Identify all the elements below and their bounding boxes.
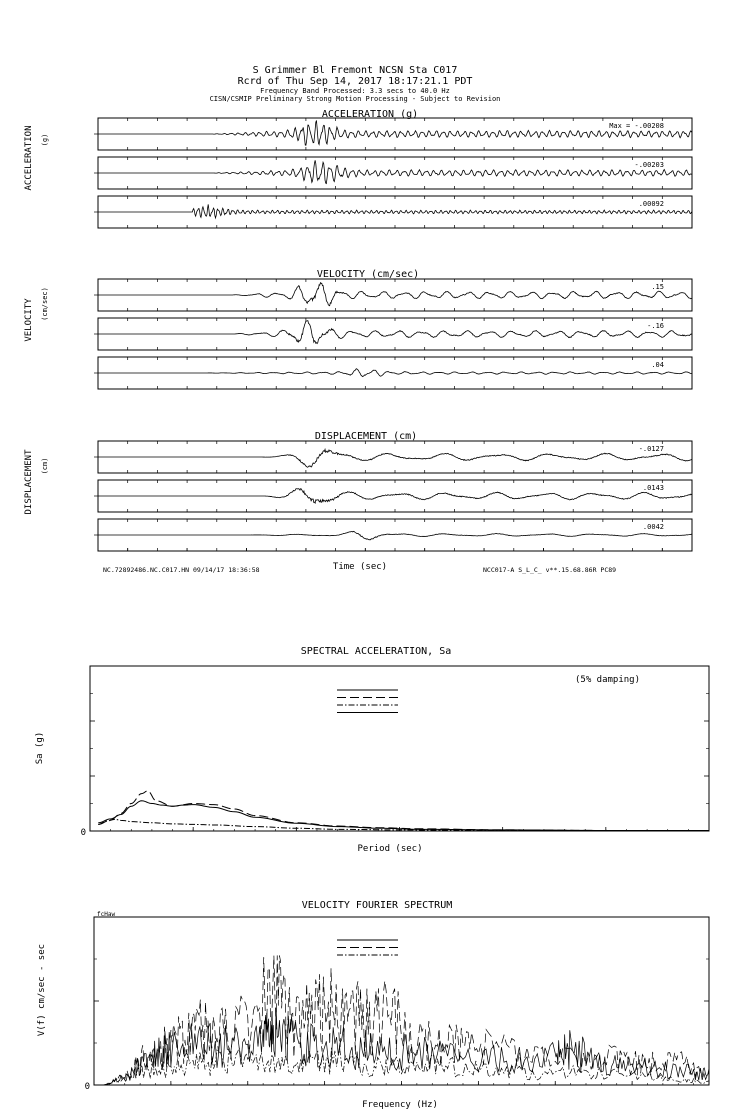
header-band: Frequency Band Processed: 3.3 secs to 40.0 Hz (260, 87, 450, 95)
vel-yunit: (cm/sec) (41, 287, 49, 321)
vfs-ylabel: V(f) cm/sec - sec (37, 943, 47, 1037)
disp-ylabel: DISPLACEMENT (24, 449, 34, 515)
disp-yunit: (cm) (41, 457, 49, 475)
max-value: -.00203 (634, 161, 664, 169)
series-line (102, 955, 709, 1085)
max-value-label (639, 445, 664, 453)
vfs-axis-ticks (85, 917, 709, 1092)
disp-title: DISPLACEMENT (cm) (314, 431, 418, 442)
trace-panel (94, 357, 692, 389)
trace-panel (94, 519, 692, 551)
footer-right: NCC017-A S_L_C_ v**.15.68.86R PC89 (483, 566, 617, 574)
accel-title: ACCELERATION (g) (321, 109, 419, 120)
header-record: Rcrd of Thu Sep 14, 2017 18:17:21.1 PDT (237, 76, 473, 87)
vfs-legend (337, 940, 398, 955)
waveform-line (98, 489, 692, 503)
max-value-label (643, 523, 664, 531)
accel-ylabel: ACCELERATION (24, 125, 34, 191)
series-line (98, 801, 709, 831)
sa-title: SPECTRAL ACCELERATION, Sa (300, 646, 452, 657)
sa-ylabel: Sa (g) (35, 731, 45, 765)
sa-damping-note: (5% damping) (575, 675, 641, 685)
max-value-label (639, 200, 664, 208)
max-value-label (651, 283, 664, 291)
max-value: .15 (651, 283, 664, 291)
vfs-series-group (102, 955, 709, 1085)
time-history-panels (94, 118, 692, 551)
max-value-label (609, 122, 664, 130)
max-value-label (647, 322, 664, 330)
max-value-label (634, 161, 664, 169)
max-value: .00092 (638, 200, 664, 208)
max-prefix: Max = (609, 122, 635, 130)
footer-left: NC.72892486.NC.C017.HN 09/14/17 18:36:58 (103, 566, 260, 574)
max-value: .0042 (642, 523, 664, 531)
waveform-line (98, 531, 692, 539)
sa-series-group (98, 791, 709, 831)
y-zero-label: 0 (84, 1082, 90, 1092)
vfs-title: VELOCITY FOURIER SPECTRUM (301, 900, 453, 911)
max-value: -.00208 (634, 122, 664, 130)
max-value: .0143 (642, 484, 664, 492)
trace-panel (94, 118, 692, 150)
vfs-plot-frame (94, 917, 709, 1085)
trace-panel (94, 441, 692, 473)
waveform-line (98, 449, 692, 467)
sa-axis-ticks (81, 666, 709, 838)
series-line (102, 1008, 709, 1085)
header-station: S Grimmer Bl Fremont NCSN Sta C017 (252, 65, 458, 76)
sa-xlabel: Period (sec) (357, 844, 423, 854)
header-disclaimer: CISN/CSMIP Preliminary Strong Motion Processing - Subject to Revision (209, 95, 501, 103)
vfs-xlabel: Frequency (Hz) (362, 1100, 438, 1110)
time-axis-label: Time (sec) (332, 562, 388, 572)
sa-legend (337, 690, 398, 713)
max-value-label (643, 484, 664, 492)
trace-panel (94, 480, 692, 512)
accel-yunit: (g) (41, 133, 49, 147)
max-value: -.16 (647, 322, 664, 330)
y-zero-label: 0 (80, 828, 86, 838)
trace-panel (94, 318, 692, 350)
trace-panel (94, 196, 692, 228)
waveform-line (98, 204, 692, 218)
waveform-line (98, 120, 692, 145)
waveform-line (98, 160, 692, 183)
vfs-corner-label: fcHaw (97, 911, 116, 918)
trace-panel (94, 279, 692, 311)
sa-plot-frame (90, 666, 709, 831)
trace-panel (94, 157, 692, 189)
waveform-line (98, 283, 692, 306)
max-value: -.0127 (638, 445, 664, 453)
waveform-line (98, 369, 692, 377)
max-value-label (651, 361, 664, 369)
vel-ylabel: VELOCITY (24, 298, 34, 342)
waveform-line (98, 321, 692, 344)
vel-title: VELOCITY (cm/sec) (316, 269, 420, 280)
max-value: .04 (651, 361, 664, 369)
